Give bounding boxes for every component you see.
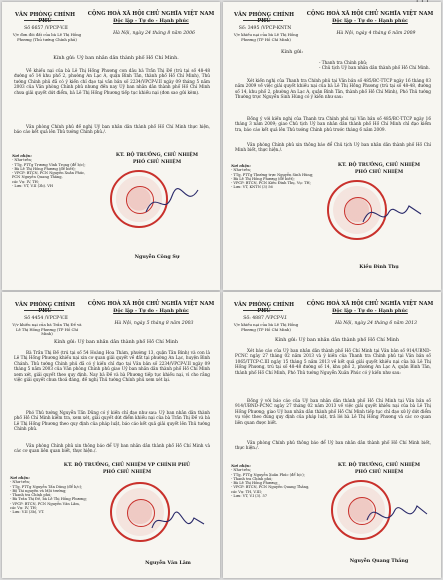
recipient-line: - Bà Lê Thị Hồng Phương;	[231, 481, 279, 486]
national-title: CỘNG HOÀ XÃ HỘI CHỦ NGHĨA VIỆT NAM	[306, 301, 434, 307]
signer-name: Kiều Đình Thụ	[359, 264, 399, 270]
recipient-line: - TTg, PTTg Thường trực Nguyễn Sinh Hùng;	[231, 172, 314, 177]
signature-title: KT. BỘ TRƯỞNG, CHỦ NHIỆM	[337, 162, 421, 168]
document-date: Hà Nội, ngày 24 tháng 6 năm 2013	[335, 321, 417, 326]
body-paragraph-2: Đồng ý với báo cáo của Uỷ ban nhân dân thành phố Hồ Chí Minh tại Văn bản số 914/UBND-PCNC ngày 27 tháng 02 năm 2013 về việc giải quyết khiếu nại của bà Lê Thị Hồng Phương; giao Uỷ ban nhân dân thành phố Hồ Chí Minh tiếp tục chỉ đạo xử lý dứt điểm vụ việc theo đúng quy định của pháp luật, trả lời bà Lê Thị Hồng Phương và các cơ quan liên quan được biết.	[235, 398, 431, 425]
handwritten-signature	[142, 182, 202, 222]
recipient-line: - TTg, PTTg Nguyễn Xuân Phúc (để b/c);	[231, 472, 305, 477]
recipient-line: - Bà Lê Thị Hồng Phương (để biết);	[12, 166, 76, 171]
document-page-3	[2, 292, 220, 578]
national-motto: Độc lập - Tự do - Hạnh phúc	[332, 18, 408, 24]
body-paragraph-1: Xét báo cáo của Uỷ ban nhân dân thành phố Hồ Chí Minh tại Văn bản số 914/UBND-PCNC ngày 27 tháng 02 năm 2013 và ý kiến của Thanh tra Chính phủ tại Văn bản số 1065/TTCP-C.III ngày 15 tháng 5 năm 2013 về kết quả giải quyết khiếu nại của bà Lê Thị Hồng Phương, trú tại số 48-48 đường số 14, khu phố 2, phường An Lạc A, quận Bình Tân, thành phố Hồ Chí Minh, Phó Thủ tướng Nguyễn Xuân Phúc có ý kiến như sau:	[235, 348, 431, 375]
recipient-line: - Như trên;	[231, 168, 252, 173]
body-paragraph-2: Đồng ý với kiến nghị của Thanh tra Chính phủ tại Văn bản số 485/BC-TTCP ngày 16 tháng 3 năm 2009; giao Chủ tịch Uỷ ban nhân dân thành phố Hồ Chí Minh chỉ đạo kiểm tra, báo cáo kết quả lên Thủ tướng Chính phủ trước tháng 6 năm 2009.	[235, 116, 431, 132]
recipient-line: Nơi nhận:	[231, 164, 251, 168]
national-motto: Độc lập - Tự do - Hạnh phúc	[113, 308, 189, 314]
issuing-agency: VĂN PHÒNG CHÍNH PHỦ	[234, 12, 294, 24]
document-date: Hà Nội, ngày 4 tháng 6 năm 2009	[336, 31, 416, 36]
recipient-line: - Lưu: VT, V.I (3). 57	[231, 494, 268, 499]
body-paragraph-1: Bà Trần Thị Đề (trú tại số 54 Hoàng Hoa Thám, phường 13, quận Tân Bình) và con là Lê Thị Hồng Phương khiếu nại xin cơ quan giải quyết về đất tại phường An Lạc, huyện Bình Chánh. Thủ tướng Chính phủ đã có ý kiến chỉ đạo tại Văn bản số 2234/VPCP-V.II ngày 09 tháng 5 năm 2003 của Văn phòng Chính phủ giao Uỷ ban nhân dân thành phố Hồ Chí Minh xem xét, giải quyết theo quy định. Nay bà Đề và bà Phương tiếp tục khiếu nại, vì cho rằng việc giải quyết chưa thoả đáng, đề nghị Thủ tướng Chính phủ xem xét lại.	[14, 350, 210, 383]
signer-name: Nguyễn Công Sự	[134, 254, 180, 260]
signature-title: KT. BỘ TRƯỞNG, CHỦ NHIỆM	[115, 152, 199, 158]
national-title: CỘNG HOÀ XÃ HỘI CHỦ NGHĨA VIỆT NAM	[87, 301, 215, 307]
body-paragraph-1: Xét kiến nghị của Thanh tra Chính phủ tại Văn bản số 485/BC-TTCP ngày 16 tháng 03 năm 2009 về việc giải quyết khiếu nại của bà Lê Thị Hồng Phương (trú tại số 48-48, đường số 14, khu phố 2, phường An Lạc A, quận Bình Tân, thành phố Hồ Chí Minh), Phó Thủ tướng Thường trực Nguyễn Sinh Hùng có ý kiến như sau:	[235, 78, 431, 100]
document-number: Số 4454 /VPCP-V.II	[24, 316, 68, 321]
document-number: Số: 3495 /VPCP-KNTN	[238, 26, 292, 31]
recipient-line: - VPCP: BTCN, PCN Nguyễn Quang Thắng,	[231, 485, 310, 490]
recipients-list	[12, 154, 102, 188]
recipient-line: - Như trên;	[12, 158, 33, 163]
recipient-line: Nơi nhận:	[10, 476, 30, 480]
signature-subtitle: PHÓ CHỦ NHIỆM	[102, 469, 152, 475]
document-subject: V/v khiếu nại của bà Trần Thị Đề và Lê Thị Hồng Phương (TP Hồ Chí Minh)	[12, 322, 82, 337]
handwritten-signature	[361, 194, 425, 234]
issuing-agency: VĂN PHÒNG CHÍNH PHỦ	[15, 302, 75, 314]
handwritten-signature	[365, 496, 429, 536]
recipient-line: - Bộ Tài nguyên và Môi trường;	[10, 488, 67, 493]
document-number: Số: 4887 /VPCP-V.I	[243, 316, 287, 321]
issuing-agency: VĂN PHÒNG CHÍNH PHỦ	[15, 12, 75, 24]
body-paragraph-3: Văn phòng Chính phủ xin thông báo để Chủ tịch Uỷ ban nhân dân thành phố Hồ Chí Minh biết, thực hiện./.	[235, 142, 431, 153]
document-subject: V/v khiếu nại của bà Lê Thị Hồng Phương (TP Hồ Chí Minh)	[233, 322, 299, 332]
document-date: Hà Nội, ngày 24 tháng 8 năm 2006	[113, 31, 195, 36]
recipient-line: - Thanh tra Chính phủ;	[10, 493, 52, 498]
issuing-agency: VĂN PHÒNG CHÍNH PHỦ	[234, 302, 294, 314]
document-page-4	[223, 292, 441, 578]
agency-underline	[24, 310, 64, 311]
document-subject: V/v khiếu nại của bà Lê Thị Hồng Phương (TP Hồ Chí Minh)	[233, 32, 299, 42]
recipient-line: các Vụ: IV, TH;	[12, 179, 39, 184]
addressee-item: - Thanh tra Chính phủ;	[319, 60, 368, 65]
recipient-line: - Bà Lê Thị Hồng Phương (để biết);	[231, 176, 295, 181]
recipient-line: - VPCP: BTCN, PCN Nguyễn Văn Lâm,	[10, 501, 80, 506]
handwritten-signature	[148, 502, 208, 542]
recipient-line: - Lưu: V.II (3b), VT.	[10, 510, 45, 515]
signature-subtitle: PHÓ CHỦ NHIỆM	[354, 469, 404, 475]
recipient-line: - Bà Trần Thị Đề, bà Lê Thị Hồng Phương;	[10, 497, 87, 502]
recipient-line: - Lưu: VT, KNTN (3) 56	[231, 185, 273, 190]
addressee-item: - Chủ tịch Uỷ ban nhân dân thành phố Hồ Chí Minh.	[319, 65, 430, 71]
recipient-line: - VPCP: BTCN, PCN Nguyễn Xuân Phúc,	[12, 171, 86, 176]
addressee: Kính gửi:	[281, 50, 304, 55]
body-paragraph-3: Văn phòng Chính phủ xin thông báo để Uỷ ban nhân dân thành phố Hồ Chí Minh và các cơ quan liên quan biết, thực hiện./.	[14, 443, 210, 454]
body-paragraph-2: Phó Thủ tướng Nguyễn Tấn Dũng có ý kiến chỉ đạo như sau: Uỷ ban nhân dân thành phố Hồ Chí Minh kiểm tra, xem xét, giải quyết dứt điểm khiếu nại của bà Trần Thị Đề và bà Lê Thị Hồng Phương theo quy định của pháp luật, báo cáo kết quả giải quyết lên Thủ tướng Chính phủ.	[14, 410, 210, 432]
recipients-list	[231, 464, 327, 498]
recipient-line: - Lưu: VT, V.II (3b). VH	[12, 184, 53, 189]
agency-underline	[243, 310, 283, 311]
recipient-line: - Như trên;	[10, 480, 31, 485]
body-paragraph-2: Văn phòng Chính phủ đề nghị Uỷ ban nhân dân thành phố Hồ Chí Minh thực hiện, báo cáo kết quả lên Thủ tướng Chính phủ./.	[14, 124, 210, 135]
addressee: Kính gửi: Uỷ ban nhân dân thành phố Hồ Chí Minh.	[53, 56, 179, 61]
signer-name: Nguyễn Quang Thắng	[349, 558, 409, 564]
recipient-line: các Vụ: TH, V.III;	[231, 489, 262, 494]
signature-subtitle: PHÓ CHỦ NHIỆM	[354, 169, 404, 175]
signer-name: Nguyễn Văn Lâm	[145, 560, 191, 566]
document-subject: V/v đơn đòi đất của bà Lê Thị Hồng Phương (Thủ tướng Chính phủ)	[12, 32, 82, 42]
recipient-line: - Thanh tra Chính phủ;	[231, 476, 273, 481]
recipient-line: - VPCP: BTCN, PCN Kiều Đình Thụ, Vụ: TH;	[231, 181, 311, 186]
national-title: CỘNG HOÀ XÃ HỘI CHỦ NGHĨA VIỆT NAM	[87, 11, 215, 17]
recipient-line: các Vụ: IV, TH;	[10, 506, 37, 511]
recipient-line: - TTg, PTTg Trương Vĩnh Trọng (để b/c);	[12, 162, 86, 167]
national-motto: Độc lập - Tự do - Hạnh phúc	[332, 308, 408, 314]
document-page-2	[223, 2, 441, 290]
document-date: Hà Nội, ngày 5 tháng 8 năm 2003	[114, 321, 194, 326]
recipient-line: Nơi nhận:	[12, 154, 32, 158]
addressee-list	[319, 60, 437, 70]
signature-title: KT. BỘ TRƯỞNG, CHỦ NHIỆM VP CHÍNH PHỦ	[63, 462, 191, 468]
body-paragraph-1: Về khiếu nại của bà Lê Thị Hồng Phương con dâu bà Trần Thị Đề (trú tại số 48-48 đường số 14 khu phố 2, phường An Lạc A, quận Bình Tân, thành phố Hồ Chí Minh), Thủ tướng Chính phủ đã có ý kiến chỉ đạo tại văn bản số 2234/VPCP-V.II ngày 09 tháng 5 năm 2003 của Văn phòng Chính phủ nhưng đến nay Uỷ ban nhân dân thành phố Hồ Chí Minh chưa giải quyết dứt điểm, bà Lê Thị Hồng Phương tiếp tục khiếu nại (đơn sao gửi kèm).	[14, 68, 210, 95]
addressee: Kính gửi: Uỷ ban nhân dân thành phố Hồ Chí Minh	[54, 340, 178, 345]
document-page-1	[2, 2, 220, 290]
signature-title: KT. BỘ TRƯỞNG, CHỦ NHIỆM	[337, 462, 421, 468]
national-title: CỘNG HOÀ XÃ HỘI CHỦ NGHĨA VIỆT NAM	[306, 11, 434, 17]
national-motto: Độc lập - Tự do - Hạnh phúc	[113, 18, 189, 24]
signature-subtitle: PHÓ CHỦ NHIỆM	[132, 159, 182, 165]
recipient-line: Nơi nhận:	[231, 464, 251, 468]
recipient-line: - Như trên;	[231, 468, 252, 473]
recipients-list	[231, 164, 323, 190]
agency-underline	[243, 20, 283, 21]
recipient-line: - TTg, PTTg Nguyễn Tấn Dũng (để b/c);	[10, 484, 83, 489]
addressee: Kính gửi: Uỷ ban nhân dân thành phố Hồ Chí Minh	[275, 338, 399, 343]
agency-underline	[24, 20, 64, 21]
recipient-line: PCN Nguyễn Quang Thắng,	[12, 175, 63, 180]
document-number: Số 6657 /VPCP-V.II	[24, 26, 68, 31]
recipients-list	[10, 476, 106, 515]
body-paragraph-3: Văn phòng Chính phủ thông báo để Uỷ ban nhân dân thành phố Hồ Chí Minh biết, thực hiện./.	[235, 440, 431, 451]
